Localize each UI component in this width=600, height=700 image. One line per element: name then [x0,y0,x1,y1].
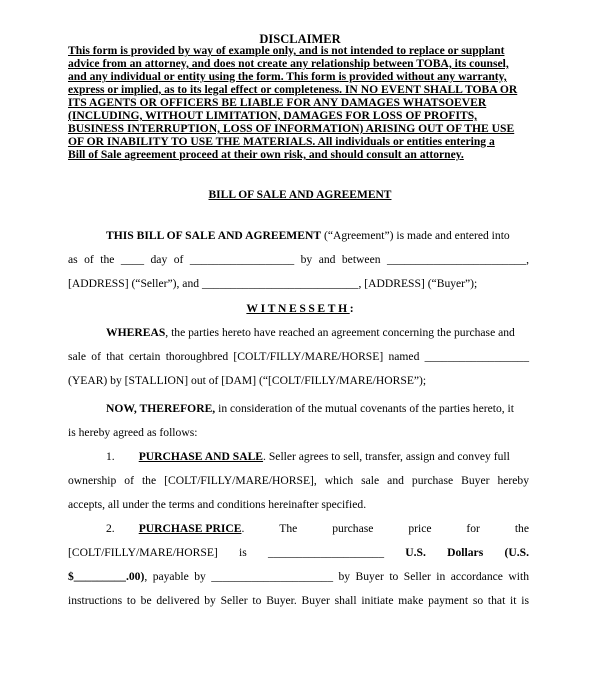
witnesseth-heading [0,302,600,315]
disclaimer-line: (INCLUDING, WITHOUT LIMITATION, DAMAGES FOR LOSS OF PROFITS, [68,109,478,122]
section-2-period: . [241,522,245,535]
section-2-word: is [239,546,247,559]
disclaimer-title: DISCLAIMER [259,32,341,46]
witnesseth-colon: : [349,302,354,315]
section-1-number: 1. [106,450,115,463]
intro-text: (“Agreement”) is made and entered into [321,229,510,242]
section-2-line-4: instructions to be delivered by Seller to Buyer. Buyer shall initiate make payment so that it is [68,594,529,607]
section-2-word: the [514,522,529,535]
whereas-keyword: WHEREAS [106,326,166,339]
document-title: BILL OF SALE AND AGREEMENT [208,189,392,201]
disclaimer-line: BUSINESS INTERRUPTION, LOSS OF INFORMATION) ARISING OUT OF THE USE [68,122,515,135]
section-2-line-3 [68,570,529,584]
section-2-word: The [279,522,298,535]
section-1-line-1 [106,450,510,464]
section-1-line-2: ownership of the [COLT/FILLY/MARE/HORSE], which sale and purchase Buyer hereby [68,474,529,487]
whereas-line-1 [106,326,515,340]
section-2-number: 2. [106,522,115,535]
section-2-heading: PURCHASE PRICE [138,522,242,535]
intro-line-2: as of the ____ day of __________________ by and between ________________________, [68,253,529,266]
witnesseth-word: WITNESSETH [246,302,350,315]
disclaimer-line: express or implied, as to its legal effect or completeness. IN NO EVENT SHALL TOBA OR [68,83,518,96]
section-2-line-1 [106,522,529,536]
section-2-word: for [466,522,480,535]
section-2-word: purchase [332,522,374,535]
section-1-line-3: accepts, all under the terms and conditions hereinafter specified. [68,498,367,511]
intro-line-1 [106,229,510,243]
now-therefore-line-1 [106,402,514,416]
section-2-text: , payable by _____________________ by Buyer to Seller in accordance with [144,570,529,583]
intro-line-3: [ADDRESS] (“Seller”), and ___________________________, [ADDRESS] (“Buyer”); [68,277,478,290]
currency-us-paren: (U.S. [504,546,529,559]
whereas-line-2: sale of that certain thoroughbred [COLT/FILLY/MARE/HORSE] named __________________ [68,350,529,363]
currency-dollars: Dollars [447,546,484,559]
disclaimer-line: OF OR INABILITY TO USE THE MATERIALS. All individuals or entities entering a [68,135,495,148]
section-2-word: price [408,522,432,535]
section-1-heading: PURCHASE AND SALE [138,450,264,463]
currency-us: U.S. [405,546,426,559]
disclaimer-line: and any individual or entity using the form. This form is provided without any warranty, [68,70,507,83]
price-amount-blank: $_________.00) [68,570,145,583]
now-therefore-text: in consideration of the mutual covenants of the parties hereto, it [215,402,514,415]
now-therefore-keyword: NOW, THEREFORE, [106,402,216,415]
section-2-line-2 [68,546,529,560]
whereas-text: , the parties hereto have reached an agreement concerning the purchase and [165,326,515,339]
disclaimer-line: Bill of Sale agreement proceed at their own risk, and should consult an attorney. [68,148,464,161]
agreement-name: THIS BILL OF SALE AND AGREEMENT [106,229,322,242]
whereas-line-3: (YEAR) by [STALLION] out of [DAM] (“[COLT/FILLY/MARE/HORSE”); [68,374,427,387]
section-2-item: [COLT/FILLY/MARE/HORSE] [68,546,218,559]
disclaimer-line: ITS AGENTS OR OFFICERS BE LIABLE FOR ANY DAMAGES WHATSOEVER [68,96,487,109]
section-1-text: . Seller agrees to sell, transfer, assign and convey full [263,450,510,463]
price-blank: ____________________ [268,546,384,559]
now-therefore-line-2: is hereby agreed as follows: [68,426,198,439]
disclaimer-line: This form is provided by way of example only, and is not intended to replace or supplant [68,44,505,57]
disclaimer-line: advice from an attorney, and does not create any relationship between TOBA, its counsel, [68,57,509,70]
